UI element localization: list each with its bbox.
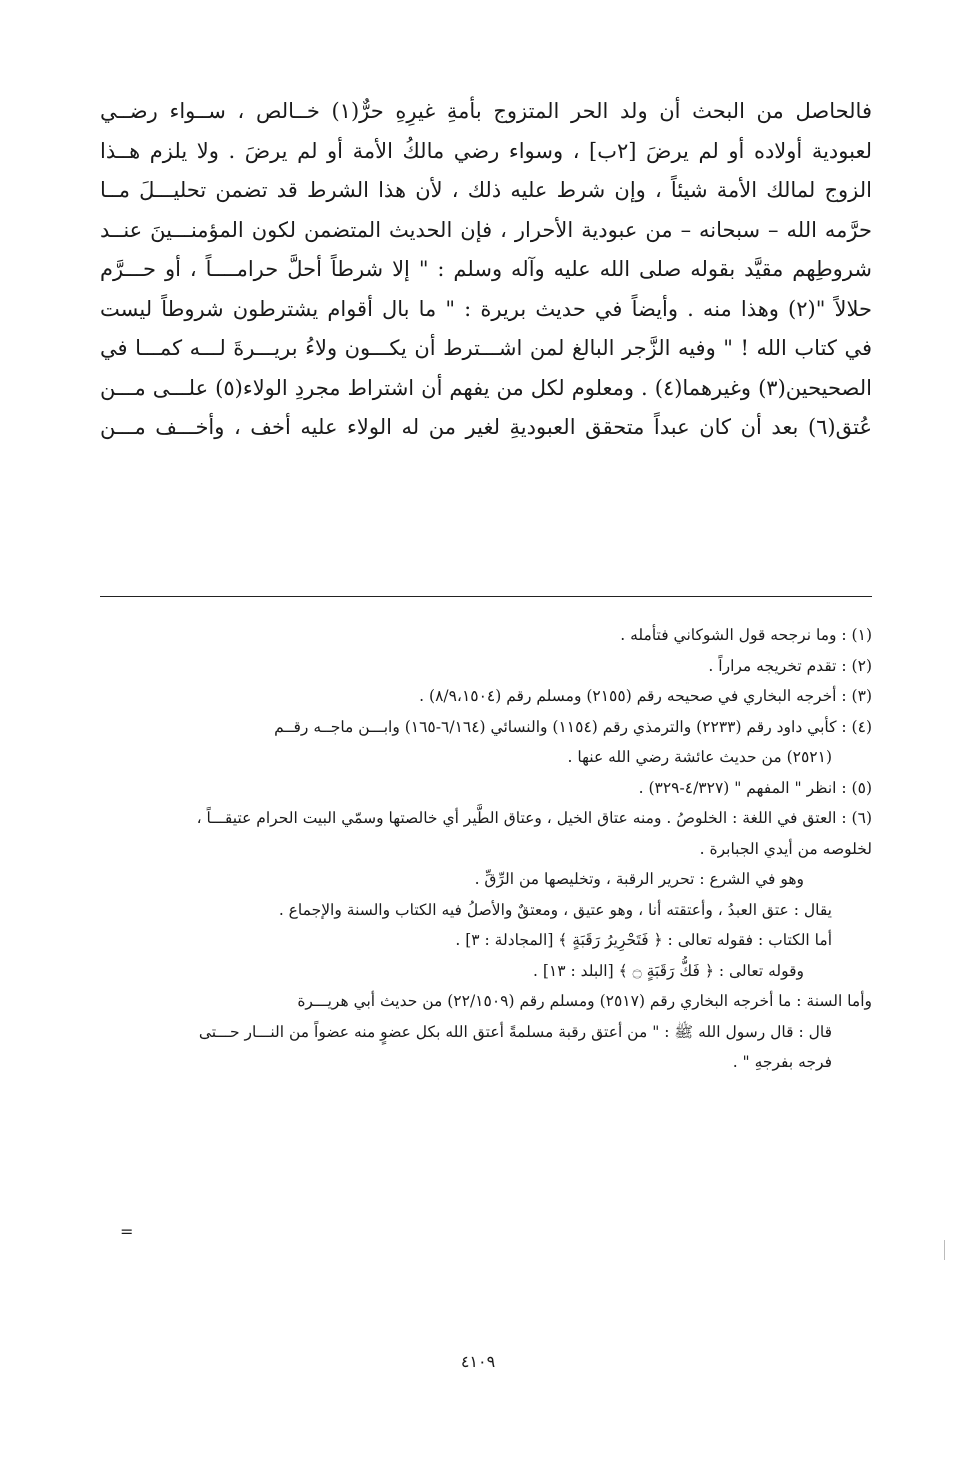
main-text xyxy=(100,92,872,448)
main-text-line-3: الزوج لمالك الأمة شيئاً ، وإن شرط عليه ذلك ، لأن هذا الشرط قد تضمن تحليـــلَ مــا xyxy=(100,178,872,202)
footnote-6-quran-2: وقوله تعالى : ﴿ فَكُّ رَقَبَةٍ ۝ ﴾ [البلد : ١٣] . xyxy=(532,961,804,980)
margin-tick xyxy=(944,1240,945,1260)
main-text-line-2: لعبودية أولاده أو لم يرضَ [٢ب] ، وسواء رضي مالكُ الأمة أو لم يرضَ . ولا يلزم هــذا xyxy=(100,138,872,163)
main-text-line-6: حلالاً "(٢) وهذا منه . وأيضاً في حديث بريرة : " ما بال أقوام يشترطون شروطاً ليست xyxy=(100,296,872,321)
footnote-6-usage: يقال : عتق العبدُ ، وأعتقته أنا ، وهو عتيق ، ومعتقٌ والأصلُ فيه الكتاب والسنة والإجماع . xyxy=(278,900,832,919)
main-text-line-1: فالحاصل من البحث أن ولد الحر المتزوج بأمةِ غيرِهِ حرٌّ(١) خــالص ، ســواء رضــي xyxy=(100,99,872,123)
continuation-mark: = xyxy=(120,1222,134,1241)
page-number: ٤١٠٩ xyxy=(460,1352,496,1371)
footnote-6-hadith-end: فرجه بفرجهِ " . xyxy=(732,1053,832,1071)
footnote-2: (٢) : تقدم تخريجه مراراً . xyxy=(708,656,872,675)
main-text-line-4: حرَّمه الله – سبحانه – من عبودية الأحرار ، فإن الحديث المتضمن لكون المؤمنـــينَ عنــد xyxy=(100,217,872,242)
main-text-line-8: الصحيحين(٣) وغيرهما(٤) . ومعلوم لكل من يفهم أن اشتراط مجردِ الولاء(٥) علـــى مـــن xyxy=(100,375,872,400)
footnotes xyxy=(100,620,872,1078)
footnote-6-shar-definition: وهو في الشرع : تحرير الرقبة ، وتخليصها من الرِّقِّ . xyxy=(474,870,804,888)
footnote-4-continuation: (٢٥٢١) من حديث عائشة رضي الله عنها . xyxy=(567,748,832,766)
footnote-5: (٥) : انظر " المفهم " (٤/٣٢٧-٣٢٩) . xyxy=(638,778,872,797)
footnote-3: (٣) : أخرجه البخاري في صحيحه رقم (٢١٥٥) ومسلم رقم (٨/٩،١٥٠٤) . xyxy=(419,687,872,705)
footnote-6-hadith: قال : قال رسول الله ﷺ : " من أعتق رقبة مسلمةً أعتق الله بكل عضوٍ منه عضواً من النـــار حـــتى xyxy=(198,1022,832,1041)
footnote-6-quran-1: أما الكتاب : فقوله تعالى : ﴿ فَتَحْرِيرُ رَقَبَةٍ ﴾ [المجادلة : ٣] . xyxy=(455,931,832,949)
footnote-separator xyxy=(100,596,872,597)
footnote-6-sunnah: وأما السنة : ما أخرجه البخاري رقم (٢٥١٧) ومسلم رقم (٢٢/١٥٠٩) من حديث أبي هريـــرة xyxy=(297,992,872,1010)
footnote-6: (٦) : العتق في اللغة : الخلوصُ . ومنه عتاق الخيل ، وعتاق الطَّير أي خالصتها وسمّي البيت الحرام عتيقـــاً ، xyxy=(196,809,872,827)
footnote-1: (١) : وما نرجحه قول الشوكاني فتأمله . xyxy=(620,626,872,644)
main-text-line-9: عُتق(٦) بعد أن كان عبداً متحقق العبوديةِ لغير من له الولاء عليه أخف ، وأخـــف مـــن xyxy=(100,415,872,439)
main-text-line-7: في كتاب الله ! " وفيه الزَّجر البالغ لمن اشـــترط أن يكـــون ولاءُ بريـــرةَ لـــه كمـــا في xyxy=(100,336,872,360)
footnote-6-continuation: لخلوصه من أيدي الجبابرة . xyxy=(699,839,872,858)
footnote-4: (٤) : كأبي داود رقم (٢٢٣٣) والترمذي رقم (١١٥٤) والنسائي (٦/١٦٤-١٦٥) وابـــن ماجــه رقــم xyxy=(274,717,872,736)
main-text-line-5: شروطِهم مقيَّد بقوله صلى الله عليه وآله وسلم : " إلا شرطاً أحلَّ حرامــــاً ، أو حـــرَّم xyxy=(100,257,872,281)
